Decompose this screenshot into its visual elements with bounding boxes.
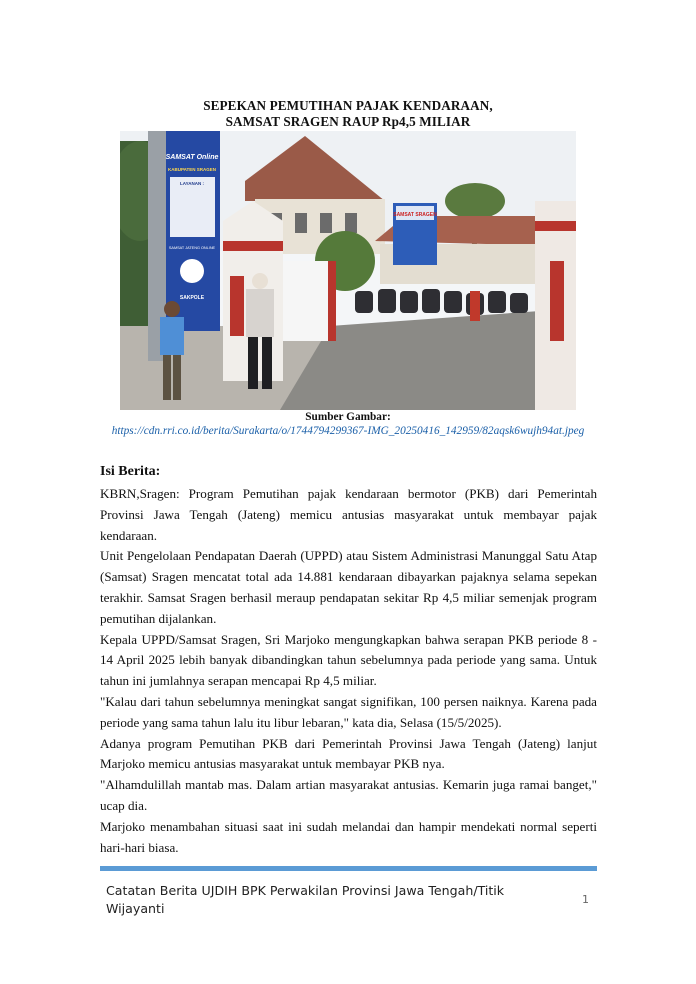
banner-brand: SAMSAT Online: [165, 154, 219, 161]
footer-divider: [100, 866, 597, 871]
image-source: [60, 410, 636, 438]
body-paragraph: Marjoko menambahan situasi saat ini sudah melandai dan hampir mendekati normal seperti hari-hari biasa.: [100, 818, 597, 855]
banner-footer: SAMSAT JATENG ONLINE: [168, 246, 216, 250]
body-paragraph: "Alhamdulillah mantab mas. Dalam artian masyarakat antusias. Kemarin juga ramai banget," ucap dia.: [100, 777, 597, 813]
title-line-2: SAMSAT SRAGEN RAUP Rp4,5 MILIAR: [225, 114, 471, 129]
page-number: 1: [582, 893, 589, 906]
body-paragraph: Unit Pengelolaan Pendapatan Daerah (UPPD) atau Sistem Administrasi Manunggal Satu Atap (Samsat) Sragen mencatat total ada 14.881 kendaraan dibayarkan pajaknya selama sepekan terakhir. Samsat Sragen berhasil meraup pendapatan sekitar Rp 4,5 miliar semenjak program pemutihan dijalankan.: [100, 548, 597, 626]
banner-services: LAYANAN :: [180, 181, 204, 186]
article-title: [100, 98, 596, 130]
article-body: [100, 484, 597, 858]
image-source-link[interactable]: https://cdn.rri.co.id/berita/Surakarta/o/1744794299367-IMG_20250416_142959/82aqsk6wujh94at.jpeg: [111, 425, 585, 437]
news-photo: [120, 131, 576, 410]
board-title: SAMSAT SRAGEN: [393, 212, 437, 218]
news-photo-illustration: [120, 131, 576, 410]
body-paragraph: Kepala UPPD/Samsat Sragen, Sri Marjoko mengungkapkan bahwa serapan PKB periode 8 - 14 April 2025 lebih banyak dibandingkan tahun sebelumnya pada periode yang sama. Untuk tahun ini jumlahnya serapan mencapai Rp 4,5 miliar.: [100, 631, 597, 689]
title-line-1: SEPEKAN PEMUTIHAN PAJAK KENDARAAN,: [203, 98, 493, 113]
banner-region: KABUPATEN SRAGEN: [167, 167, 217, 172]
image-source-label: Sumber Gambar:: [305, 411, 391, 423]
body-paragraph: Adanya program Pemutihan PKB dari Pemerintah Provinsi Jawa Tengah (Jateng) lanjut Marjoko memicu antusias masyarakat untuk membayar PKB nya.: [100, 735, 597, 772]
section-heading: Isi Berita:: [100, 464, 161, 479]
banner-logo-text: SAKPOLE: [179, 295, 205, 301]
body-paragraph: "Kalau dari tahun sebelumnya meningkat sangat signifikan, 100 persen naiknya. Karena pada periode yang sama tahun lalu itu libur lebaran," kata dia, Selasa (15/5/2025).: [100, 693, 597, 730]
footer-text: Catatan Berita UJDIH BPK Perwakilan Provinsi Jawa Tengah/Titik Wijayanti: [106, 883, 505, 916]
body-paragraph: KBRN,Sragen: Program Pemutihan pajak kendaraan bermotor (PKB) dari Pemerintah Provinsi Jawa Tengah (Jateng) memicu antusias masyarakat untuk membayar pajak kendaraan.: [100, 486, 597, 543]
